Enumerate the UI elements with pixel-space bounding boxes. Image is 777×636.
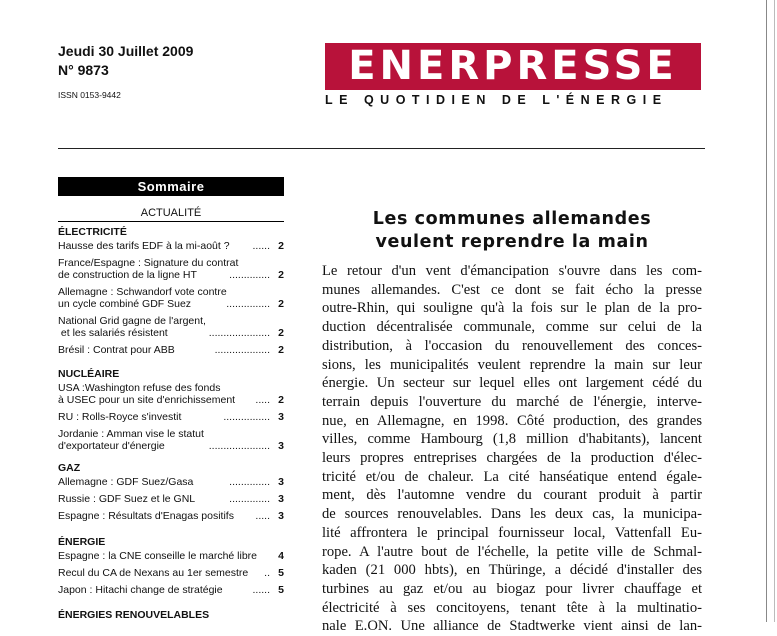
toc-item-text: Jordanie : Amman vise le statut <box>58 428 204 440</box>
toc-item-text-2: d'exportateur d'énergie <box>58 440 165 452</box>
toc-dots: .............. <box>229 493 270 505</box>
category-title: ÉNERGIES RENOUVELABLES <box>58 609 210 621</box>
toc-page: 3 <box>278 440 284 452</box>
article-line: rope. A l'autre bout de l'échelle, la petite ville de Schmal- <box>322 543 702 560</box>
article-line: distribution, à l'occasion du renouvellement des conces- <box>322 337 702 354</box>
toc-page: 3 <box>278 510 284 522</box>
toc-item-text: USA :Washington refuse des fonds <box>58 382 221 394</box>
toc-page: 2 <box>278 394 284 406</box>
toc-item-text: Hausse des tarifs EDF à la mi-août ? <box>58 240 230 252</box>
article-line: lité affrontera le principal fournisseur local, Vattenfall Eu- <box>322 524 702 541</box>
toc-dots: ..................... <box>208 327 270 339</box>
toc-dots: ..... <box>255 510 270 522</box>
toc-item[interactable] <box>58 567 284 579</box>
toc-page: 2 <box>278 298 284 310</box>
article-line: munes allemandes. C'est ce dont se fait écho la presse <box>322 281 702 298</box>
toc-dots: ................ <box>223 411 270 423</box>
category-title: ÉNERGIE <box>58 536 106 548</box>
article-line: de sources renouvelables. Dans les deux cas, la municipa- <box>322 506 702 523</box>
toc-item-text-2: à USEC pour un site d'enrichissement <box>58 394 236 406</box>
toc-item-text: Allemagne : GDF Suez/Gasa <box>58 476 194 488</box>
sommaire-title: Sommaire <box>58 177 284 196</box>
logo <box>325 43 701 90</box>
logo-text: ENERPRESSE <box>348 43 678 89</box>
toc-item-text: RU : Rolls-Royce s'investit <box>58 411 182 423</box>
toc-page: 3 <box>278 411 284 423</box>
toc-item-text: Espagne : Résultats d'Enagas positifs <box>58 510 234 522</box>
headline-line-1: Les communes allemandes <box>372 209 652 229</box>
headline-line-2: veulent reprendre la main <box>375 232 649 252</box>
toc-item-text: Espagne : la CNE conseille le marché libre <box>58 550 258 562</box>
category-title: NUCLÉAIRE <box>58 368 120 380</box>
article-line: nue, en Allemagne, en 1998. Côté production, des grandes <box>322 412 702 429</box>
article-line: tricité et/ou de chaleur. La cité hanséatique entend égale- <box>322 468 702 485</box>
tagline: LE QUOTIDIEN DE L'ÉNERGIE <box>325 93 668 107</box>
toc-dots: .............. <box>229 476 270 488</box>
sommaire-section: ACTUALITÉ <box>140 207 202 219</box>
issue-number: N° 9873 <box>58 62 109 78</box>
toc-dots: ...... <box>252 240 270 252</box>
toc-dots: .. <box>264 567 270 579</box>
header-divider <box>58 148 705 149</box>
toc-item-text: Brésil : Contrat pour ABB <box>58 344 175 356</box>
toc-item[interactable] <box>58 493 284 505</box>
article-line: duction décentralisée communale, comme sur celui de la <box>322 319 702 336</box>
toc-category-renouvelables <box>58 609 284 621</box>
article-line: turbines au gaz et/ou au biogaz pour livrer chauffage et <box>322 580 702 597</box>
page-border-outer <box>774 0 775 622</box>
toc-page: 3 <box>278 476 284 488</box>
issue-date: Jeudi 30 Juillet 2009 <box>58 43 194 59</box>
toc-item-text-2: de construction de la ligne HT <box>58 269 197 281</box>
toc-item-text: Allemagne : Schwandorf vote contre <box>58 286 227 298</box>
toc-item-text: Japon : Hitachi change de stratégie <box>58 584 223 596</box>
toc-page: 2 <box>278 269 284 281</box>
article-headline <box>322 208 702 254</box>
toc-item[interactable] <box>58 315 284 339</box>
toc-dots: ............... <box>226 298 270 310</box>
toc-item-text: National Grid gagne de l'argent, <box>58 315 206 327</box>
toc-category-gaz <box>58 462 284 522</box>
toc-page: 2 <box>278 344 284 356</box>
toc-page: 4 <box>278 550 284 562</box>
toc-item[interactable] <box>58 411 284 423</box>
article-line: sions, les municipalités veulent reprendre la main sur leur <box>322 356 702 373</box>
section-underline <box>58 221 284 222</box>
article-line: villes, comme Hambourg (1,8 million d'habitants), lancent <box>322 431 702 448</box>
page-border-right <box>766 0 767 622</box>
article-body <box>322 262 702 636</box>
toc-dots: ...... <box>252 584 270 596</box>
toc-item[interactable] <box>58 257 284 281</box>
toc-item-text: Russie : GDF Suez et le GNL <box>58 493 196 505</box>
issn: ISSN 0153-9442 <box>58 90 121 100</box>
article-line: Le retour d'un vent d'émancipation s'ouvre dans les com- <box>322 263 702 279</box>
toc-page: 5 <box>278 584 284 596</box>
article-line: électricité à ses concitoyens, tenant tête à la multinatio- <box>322 599 702 616</box>
toc-item-text-2: un cycle combiné GDF Suez <box>58 298 192 310</box>
toc-item[interactable] <box>58 344 284 356</box>
article-line: leurs propres entreprises chargées de la production d'élec- <box>322 450 702 467</box>
toc-item-text: Recul du CA de Nexans au 1er semestre <box>58 567 249 579</box>
toc-dots: ..... <box>255 394 270 406</box>
toc-item[interactable] <box>58 382 284 406</box>
toc-category-energie <box>58 536 284 596</box>
article-line: nale E.ON. Une alliance de Stadtwerke vient ainsi de lan- <box>322 618 702 635</box>
toc-item-text: France/Espagne : Signature du contrat <box>58 257 239 269</box>
toc-item-text-2: et les salariés résistent <box>58 327 168 339</box>
category-title: ÉLECTRICITÉ <box>58 226 127 238</box>
toc-dots: ..................... <box>208 440 270 452</box>
article-line: outre-Rhin, qui souligne qu'à la fois sur le plan de la pro- <box>322 300 702 317</box>
category-title: GAZ <box>58 462 81 474</box>
toc-dots: .............. <box>229 269 270 281</box>
toc-item[interactable] <box>58 510 284 522</box>
toc-category-electricite <box>58 226 284 356</box>
toc-page: 2 <box>278 240 284 252</box>
toc-item[interactable] <box>58 428 284 452</box>
article-line: énergie. Un secteur sur lequel elles ont largement cédé du <box>322 375 702 392</box>
article-line: kaden (21 000 hbts), en Thüringe, a décidé d'installer des <box>322 562 702 579</box>
toc-page: 5 <box>278 567 284 579</box>
toc-item[interactable] <box>58 476 284 488</box>
toc-item[interactable] <box>58 286 284 310</box>
toc-dots: ................... <box>214 344 270 356</box>
toc-category-nucleaire <box>58 368 284 452</box>
toc-page: 2 <box>278 327 284 339</box>
article-line: terrain depuis l'ouverture du marché de l'énergie, interve- <box>322 393 702 410</box>
article-line: ment, dès l'automne vendre du courant produit à partir <box>322 487 702 504</box>
toc-item[interactable] <box>58 584 284 596</box>
toc-item[interactable] <box>58 240 284 252</box>
toc-page: 3 <box>278 493 284 505</box>
toc-item[interactable] <box>58 550 284 562</box>
